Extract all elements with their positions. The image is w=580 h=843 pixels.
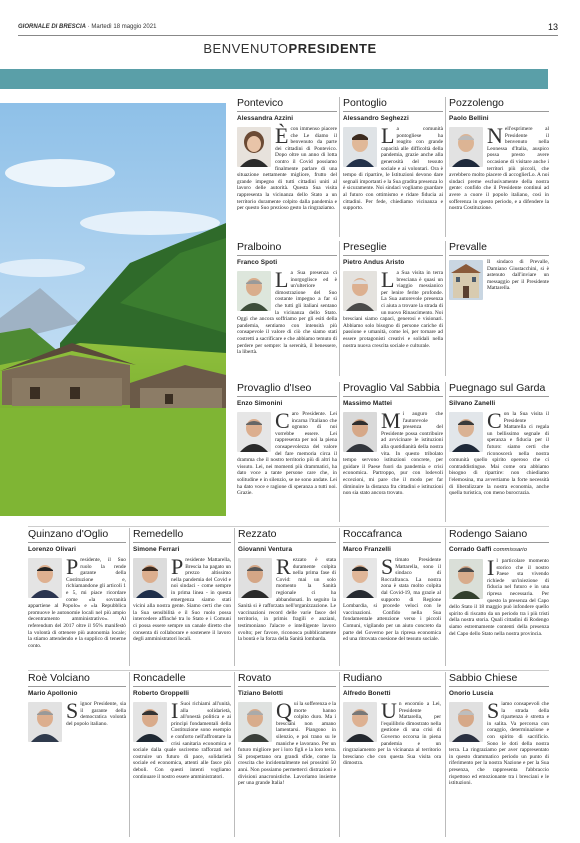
drop-cap: N xyxy=(487,123,503,148)
message-body xyxy=(449,555,549,637)
message-body xyxy=(449,259,549,292)
message-body xyxy=(237,123,337,212)
drop-cap: È xyxy=(275,123,289,148)
message-text: a Sua visita in terra bresciana è quasi un viaggio messianico per lenire ferite profonde. La Sua autorevole presenza ci aiuta a trovare la strada di un nuovo Rinascimento. Noi bresciani siamo capaci, generosi e visionari. Abbiamo solo bisogno di persone cariche di passione e umanità, come lei, per tornare ad essere protagonisti creativi e solidali nella nostra nuova crescita sociale e culturale. xyxy=(343,270,443,349)
mayor-name: Marco Franzelli xyxy=(343,546,392,553)
message-body xyxy=(133,698,231,780)
mayor-portrait xyxy=(343,127,377,167)
mayor-portrait xyxy=(238,558,272,598)
divider xyxy=(28,686,126,687)
message-body xyxy=(449,408,549,497)
drop-cap: Q xyxy=(276,698,292,723)
publication-name: GIORNALE DI BRESCIA xyxy=(18,24,87,30)
column-divider xyxy=(445,528,446,666)
message-cell xyxy=(28,672,126,837)
divider xyxy=(449,255,549,256)
mayor-name: Alessandro Seghezzi xyxy=(343,115,409,122)
mayor-portrait xyxy=(237,412,271,452)
message-body xyxy=(343,698,441,767)
message-cell xyxy=(343,382,443,522)
mayor-portrait xyxy=(449,412,483,452)
drop-cap: I xyxy=(487,555,495,580)
divider xyxy=(343,111,443,112)
town-hall-photo xyxy=(449,260,483,300)
mayor-name: Massimo Mattei xyxy=(343,400,392,407)
mayor-portrait xyxy=(343,412,377,452)
town-name: Roncadelle xyxy=(133,672,186,684)
message-cell xyxy=(343,241,443,376)
town-name: Preseglie xyxy=(343,241,387,253)
mayor-portrait xyxy=(343,702,377,742)
town-name: Pontevico xyxy=(237,97,284,109)
message-text: on la Sua visita il Presidente Mattarella ci regala un bellissimo segnale di speranza e fiducia per il futuro: siamo certi che riconoscerà nella nostra comunità quello spirito operoso che ci contraddistingue. Mai come ora abbiamo bisogno di ripartire: non chiediamo l'elemosina, ma avvertiamo la forte necessità di liberalizzare la nostra economia, anche quella turistica, con meno burocrazia. xyxy=(449,411,549,497)
divider xyxy=(237,111,337,112)
message-text: Il sindaco di Prevalle, Damiano Giustacchini, si è astenuto dall'inviare un messaggio per il Presidente Mattarella. xyxy=(487,259,549,292)
message-cell xyxy=(449,528,549,666)
drop-cap: S xyxy=(66,698,79,723)
accent-bar xyxy=(0,69,548,89)
drop-cap: C xyxy=(275,408,290,433)
column-divider xyxy=(339,97,340,237)
town-name: Remedello xyxy=(133,528,184,540)
message-body xyxy=(28,698,126,727)
column-divider xyxy=(339,241,340,376)
drop-cap: S xyxy=(487,698,500,723)
column-divider xyxy=(445,672,446,837)
drop-cap: P xyxy=(66,554,79,579)
divider xyxy=(133,542,231,543)
mayor-portrait xyxy=(28,558,62,598)
divider xyxy=(343,396,443,397)
message-text: ignor Presidente, sia il garante della democratica volontà del popolo italiano. xyxy=(66,701,126,727)
message-body xyxy=(343,267,443,349)
divider xyxy=(133,686,231,687)
message-body xyxy=(28,554,126,649)
message-text: Suoi richiami all'unità, alla solidarietà, all'onestà politica e ai principi fondamentali della Costituzione sono esempio e conforto nell'affrontare la crisi sanitaria economica e sociale dalla quale usciremo rafforzati nel costruire un futuro di pace, solidarietà sociale ed economica, attenti alle fasce più deboli. Con questi intenti vogliamo continuare il nostro essere amministratori. xyxy=(133,701,231,780)
masthead xyxy=(18,24,558,36)
message-text: iamo consapevoli che la strada della ripartenza è stretta e in salita. Va percorsa con coraggio, determinazione e con spirito di sacrificio. Sono le doti della nostra terra. La ringraziamo per aver rappresentato in questo drammatico periodo un punto di riferimento per la nostra Nazione e per la Sua presenza, che rappresenta l'abbraccio rispettoso ed emozionante tra i bresciani e le istituzioni. xyxy=(449,701,549,787)
message-cell xyxy=(238,672,336,837)
message-cell xyxy=(449,97,549,237)
message-body xyxy=(238,698,336,787)
drop-cap: C xyxy=(487,408,502,433)
town-name: Puegnago sul Garda xyxy=(449,382,546,394)
message-text: a Sua presenza ci inorgoglisce ed è un'ulteriore dimostrazione del Suo costante impegno a far sì che tutti gli italiani sentano la vicinanza dello Stato. Oggi che ancora soffriamo per gli esiti della pandemia, sentiamo con intensità più consapevole il valore di ciò che siamo stati costretti a sacrificare e che abbiamo temuto di perdere per sempre: la serenità, il benessere, la libertà. xyxy=(237,270,337,356)
message-text: l particolare momento storico che il nostro Paese sta vivendo richiede un'iniezione di fiducia nel futuro e in una ripresa necessaria. Per questo la presenza del Capo dello Stato il 18 maggio può infondere quello spirito di riscatto da un periodo tra i più tristi della nostra storia. Quali cittadini di Rodengo siamo estremamente contenti della presenza del Capo dello Stato nella nostra provincia. xyxy=(449,558,549,637)
mayor-portrait xyxy=(449,702,483,742)
column-divider xyxy=(129,672,130,837)
mayor-name: Simone Ferrari xyxy=(133,546,180,553)
mayor-name: Paolo Bellini xyxy=(449,115,489,122)
message-body xyxy=(449,123,549,212)
divider xyxy=(237,255,337,256)
divider xyxy=(449,686,549,687)
section-title-prefix: BENVENUTO xyxy=(203,41,289,56)
column-divider xyxy=(129,528,130,666)
mayor-name: Roberto Groppelli xyxy=(133,690,190,697)
divider xyxy=(449,396,549,397)
mayor-portrait xyxy=(237,127,271,167)
town-name: Roè Volciano xyxy=(28,672,90,684)
issue-date: Martedì 18 maggio 2021 xyxy=(91,24,157,30)
row-divider xyxy=(28,526,549,527)
drop-cap: L xyxy=(275,267,289,292)
mayor-name-text: Corrado Gaffi xyxy=(449,546,492,553)
column-divider xyxy=(339,528,340,666)
message-body xyxy=(343,408,443,497)
mayor-name: Onorio Luscia xyxy=(449,690,494,697)
divider xyxy=(238,542,336,543)
message-cell xyxy=(343,672,441,837)
divider xyxy=(238,686,336,687)
message-text: a comunità pontogliese ha reagito con grande capacità alle difficoltà della pandemia, grazie anche alla generosità del tessuto sociale e ai volontari. Ora è tempo di ripartire, le Istituzioni devono dare segnali importanti e la Sua gradita presenza lo è sicuramente. Noi sindaci vogliamo guardare al futuro con ottimismo e ridare fiducia ai cittadini. Per fede, chiediamo vicinanza e supporto. xyxy=(343,126,443,212)
mayor-name xyxy=(449,545,549,555)
mayor-portrait xyxy=(133,558,167,598)
divider xyxy=(449,542,549,543)
row-divider xyxy=(28,670,549,671)
mayor-name: Franco Spoti xyxy=(237,259,278,266)
message-cell xyxy=(133,528,231,666)
drop-cap: L xyxy=(381,123,395,148)
mayor-name: Tiziano Belotti xyxy=(238,690,284,697)
town-name: Rovato xyxy=(238,672,272,684)
mayor-portrait xyxy=(449,559,483,599)
drop-cap: I xyxy=(171,698,179,723)
drop-cap: P xyxy=(171,554,184,579)
mayor-name: Enzo Simonini xyxy=(237,400,283,407)
message-text: residente, il Suo ruolo la rende garante della Costituzione e, richiamandone gli articoli 1 e 5, mi piace ricordare come «la sovranità appartiene al Popolo» e «la Repubblica promuove le autonomie locali nel più ampio decentramento amministrativo». Al referendum del 2017 oltre il 95% manifestò la volontà di ottenere più autonomia locale; la stiamo attendendo e la supplico di tenerne conto. xyxy=(28,557,126,649)
mayor-portrait xyxy=(343,558,377,598)
message-cell xyxy=(449,672,549,837)
divider xyxy=(28,542,126,543)
mayor-role: commissario xyxy=(493,547,528,553)
message-text: ui la sofferenza e la morte hanno colpito duro. Ma i bresciani non amano lamentarsi. Piangono in silenzio, e poi trano su le maniche e lavorano. Per un futuro migliore per i loro figli e la loro terra. Si prospettano ora grandi sfide, come la crescita che incidentalmente nei prossimi 50 anni. Non possiamo permetterci distrazioni e divisioni anacronistiche. Lavoriamo insieme per una grande Italia! xyxy=(238,701,336,787)
mayor-portrait xyxy=(237,271,271,311)
message-cell xyxy=(238,528,336,666)
landscape-photo xyxy=(0,103,226,516)
message-text: ezzato è stata duramente colpita nella prima fase di Covid: mai un solo momento la Sanità regionale ci ha abbandonati. In seguito la Sanità si è rafforzata nell'organizzazione. Le vaccinazioni record delle varie fasce del territorio, in primis fragili e anziani, testimoniano l'alacre e intelligente lavoro svolto; per favore, riconosca pubblicamente la bontà e la forza della Sanità lombarda. xyxy=(238,557,336,643)
divider xyxy=(343,542,441,543)
mayor-portrait xyxy=(343,271,377,311)
message-body xyxy=(449,698,549,787)
message-body xyxy=(237,267,337,356)
column-divider xyxy=(339,382,340,522)
message-body xyxy=(343,554,441,643)
column-divider xyxy=(234,672,235,837)
message-cell xyxy=(133,672,231,837)
message-text: n encomio a Lei, Presidente Mattarella, per l'equilibrio dimostrato nella gestione di una crisi di Governo occorsa in piena pandemia e un ringraziamento per la vicinanza al territorio bresciano che con questa Sua visita ora dimostra. xyxy=(343,701,441,767)
town-name: Sabbio Chiese xyxy=(449,672,518,684)
drop-cap: L xyxy=(381,267,395,292)
column-divider xyxy=(445,241,446,376)
page-number: 13 xyxy=(547,22,558,32)
masthead-separator: · xyxy=(87,24,92,30)
column-divider xyxy=(234,528,235,666)
town-name: Rezzato xyxy=(238,528,277,540)
town-name: Pozzolengo xyxy=(449,97,504,109)
message-cell xyxy=(237,241,337,376)
message-text: timato Presidente Mattarella, sono il sindaco di Roccafranca. La nostra zona è stata molto colpita dal Covid-19, ma grazie al supporto di Regione Lombardia, si procede veloci con le vaccinazioni. Confido nella Sua fondamentale attenzione verso i piccoli Comuni, vigilando per un aiuto concreto da parte del Governo per la ripresa economica ed una ritrovata coesione del tessuto sociale. xyxy=(343,557,441,643)
message-text: ell'esprimere al Presidente il benvenuto nella Leonessa d'Italia, auspico possa presto avere occasione di visitare anche i territori più piccoli, che avrebbero molto piacere di accoglierLo. A noi sindaci preme esclusivamente della nostra gente: confido che il Presidente continui ad avere a cuore il popolo italiano, così in sofferenza in questo periodo, e a difendere la nostra Costituzione. xyxy=(449,126,549,212)
message-text: aro Presidente. Lei incarna l'italiano che ognuno di noi vorrebbe essere. Lei rappresenta per noi la piena consapevolezza del valore del fare memoria circa il dramma che il nostro territorio più di altri ha vissuto. Lei, nei momenti più drammatici, ha dato voce a tante persone care che, in solitudine e in silenzio, se ne sono andate. Lei ha dato voce e ragione di speranza a tutti noi. Grazie. xyxy=(237,411,337,497)
town-name: Quinzano d'Oglio xyxy=(28,528,109,540)
section-title-emphasis: PRESIDENTE xyxy=(288,41,377,56)
column-divider xyxy=(445,382,446,522)
message-cell xyxy=(343,97,443,237)
mayor-portrait xyxy=(449,127,483,167)
message-text: i auguro che l'autorevole presenza del Presidente possa contribuire ad avvicinare le istituzioni alla quotidianità della nostra vita. In questo tribolato tempo servono istituzioni concrete, per guidare il Paese fuori da pandemia e crisi economica. Partroppo, pur con lodevoli eccezioni, mi pare che il modo per far diminuire la distanza fra cittadini e istituzioni non sia stato ancora trovato. xyxy=(343,411,443,497)
divider xyxy=(449,111,549,112)
mayor-portrait xyxy=(28,702,62,742)
message-cell xyxy=(449,241,549,376)
message-text: residente Mattarella, Brescia ha pagato un prezzo altissimo nella pandemia del Covid e noi sindaci - come sempre in prima linea - in questa emergenza siamo stati vicini alla nostra gente. Siamo certi che con la Sua sensibilità e il Suo ruolo possa intercedere affinché tra lo Stato e i Comuni ci possa essere sempre un canale diretto che consenta di collaborare e sostenere il lavoro degli amministratori locali. xyxy=(133,557,231,643)
message-body xyxy=(343,123,443,212)
town-name: Prevalle xyxy=(449,241,487,253)
divider xyxy=(237,396,337,397)
mayor-name: Alessandra Azzini xyxy=(237,115,294,122)
drop-cap: R xyxy=(276,554,291,579)
message-body xyxy=(238,554,336,643)
column-divider xyxy=(445,97,446,237)
message-body xyxy=(237,408,337,497)
divider xyxy=(343,255,443,256)
drop-cap: U xyxy=(381,698,397,723)
message-cell xyxy=(449,382,549,522)
mayor-name: Pietro Andus Aristo xyxy=(343,259,405,266)
divider xyxy=(343,686,441,687)
town-name: Rudiano xyxy=(343,672,383,684)
drop-cap: M xyxy=(381,408,401,433)
mayor-name: Lorenzo Olivari xyxy=(28,546,77,553)
town-name: Roccafranca xyxy=(343,528,402,540)
town-name: Provaglio d'Iseo xyxy=(237,382,312,394)
town-name: Provaglio Val Sabbia xyxy=(343,382,440,394)
column-divider xyxy=(339,672,340,837)
town-name: Pralboino xyxy=(237,241,282,253)
mayor-name: Mario Apollonio xyxy=(28,690,78,697)
town-name: Pontoglio xyxy=(343,97,387,109)
drop-cap: S xyxy=(381,554,394,579)
message-cell xyxy=(237,382,337,522)
mayor-name: Giovanni Ventura xyxy=(238,546,293,553)
town-name: Rodengo Saiano xyxy=(449,528,528,540)
message-cell xyxy=(343,528,441,666)
message-text: con immenso piacere che Le diamo il benvenuto da parte dei cittadini di Pontevico. Dopo oltre un anno di lotta contro il Covid possiamo finalmente parlare di una situazione nettamente migliore, frutto del grande impegno di tutti cittadini uniti al lavoro delle autorità. Questa Sua visita rappresenta la vicinanza dello Stato a un territorio duramente colpito dalla pandemia e per questo Suo prezioso gesto la ringraziamo. xyxy=(237,126,337,212)
mayor-portrait xyxy=(133,702,167,742)
message-body xyxy=(133,554,231,643)
message-cell xyxy=(237,97,337,237)
mayor-portrait xyxy=(238,702,272,742)
section-title xyxy=(0,41,580,56)
message-cell xyxy=(28,528,126,666)
mayor-name: Alfredo Bonetti xyxy=(343,690,391,697)
mayor-name: Silvano Zanelli xyxy=(449,400,496,407)
